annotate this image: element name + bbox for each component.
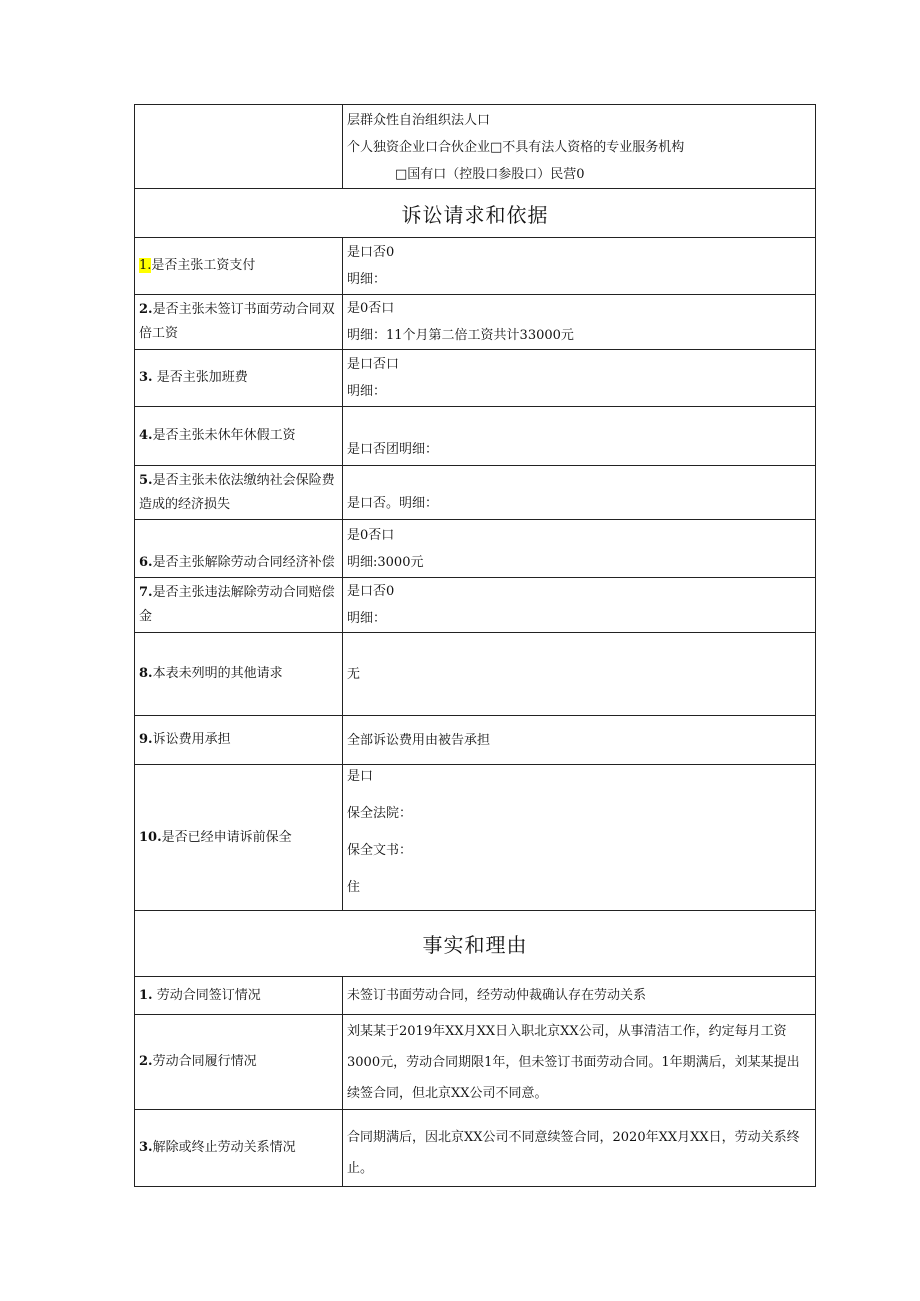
entity-type-line: 个人独资企业口合伙企业□不具有法人资格的专业服务机构 <box>347 140 685 155</box>
fact-text: 解除或终止劳动关系情况 <box>152 1140 296 1155</box>
fact-label <box>135 1110 343 1187</box>
table-row <box>135 1015 816 1110</box>
table-row <box>135 350 816 407</box>
entity-type-line: □国有口（控股口参股口）民营0 <box>395 167 585 182</box>
claim-label <box>135 466 343 520</box>
claim-number: 4. <box>139 428 153 443</box>
fact-description: 合同期满后，因北京XX公司不同意续签合同，2020年XX月XX日，劳动关系终止。 <box>347 1130 800 1176</box>
claim-value <box>343 238 816 295</box>
claim-number: 8. <box>139 666 153 681</box>
fact-label <box>135 977 343 1015</box>
empty-cell <box>135 105 343 189</box>
table-row <box>135 520 816 578</box>
fact-text: 劳动合同履行情况 <box>152 1054 257 1069</box>
fact-number: 2. <box>139 1054 153 1069</box>
fact-label <box>135 1015 343 1110</box>
claim-detail: 明细： <box>347 611 387 626</box>
claim-label <box>135 407 343 466</box>
claim-number: 5. <box>139 472 153 488</box>
claim-value <box>343 295 816 350</box>
table-row <box>135 1110 816 1187</box>
table-row <box>135 238 816 295</box>
claim-value <box>343 765 816 911</box>
claim-label <box>135 238 343 295</box>
claim-choice: 是0否口 <box>347 527 395 543</box>
table-row <box>135 295 816 350</box>
claim-label <box>135 520 343 578</box>
claim-number: 9. <box>139 732 153 747</box>
section-header-row <box>135 911 816 977</box>
claim-text: 是否已经申请诉前保全 <box>161 829 292 845</box>
claim-value <box>343 407 816 466</box>
claim-value <box>343 716 816 765</box>
claim-choice: 全部诉讼费用由被告承担 <box>347 732 491 748</box>
table-row <box>135 977 816 1015</box>
claim-value <box>343 633 816 716</box>
table-row <box>135 765 816 911</box>
claim-detail: 明细:3000元 <box>347 554 424 570</box>
claim-label <box>135 350 343 407</box>
claim-choice: 是口否。明细： <box>347 496 439 511</box>
claim-number: 3. <box>139 370 153 385</box>
claim-choice: 是口否团明细： <box>347 442 439 457</box>
fact-description: 刘某某于2019年XX月XX日入职北京XX公司，从事清洁工作，约定每月工资3000元，劳动合同期限1年，但未签订书面劳动合同。1年期满后，刘某某提出续签合同，但北京XX公司不同意。 <box>347 1023 800 1101</box>
claim-number: 1. <box>139 258 152 273</box>
claim-choice: 无 <box>347 666 361 682</box>
claim-label <box>135 633 343 716</box>
claim-text: 是否主张违法解除劳动合同赔偿金 <box>139 585 335 624</box>
claim-label <box>135 716 343 765</box>
entity-type-line: 层群众性自治组织法人口 <box>347 113 491 128</box>
claim-choice: 是0否口 <box>347 301 395 316</box>
claim-choice: 是口否0 <box>347 584 395 599</box>
claim-text: 是否主张工资支付 <box>151 258 256 273</box>
complaint-form-table <box>134 104 816 1187</box>
claim-value <box>343 466 816 520</box>
fact-text: 劳动合同签订情况 <box>156 987 261 1003</box>
claim-choice: 是口否口 <box>347 357 400 372</box>
fact-number: 1. <box>139 987 153 1003</box>
table-row <box>135 466 816 520</box>
claim-choice: 是口否0 <box>347 245 395 260</box>
fact-number: 3. <box>139 1140 153 1155</box>
claim-text: 是否主张解除劳动合同经济补偿 <box>152 555 335 570</box>
claim-value <box>343 520 816 578</box>
claim-detail: 明细：11个月第二倍工资共计33000元 <box>347 328 574 343</box>
entity-type-cell <box>343 105 816 189</box>
claim-text: 是否主张未休年休假工资 <box>152 428 296 443</box>
claim-detail: 住 <box>347 880 361 895</box>
table-row <box>135 633 816 716</box>
claim-text: 是否主张未签订书面劳动合同双倍工资 <box>139 302 335 341</box>
claim-text: 是否主张未依法缴纳社会保险费造成的经济损失 <box>139 472 335 512</box>
table-row <box>135 407 816 466</box>
section-title-claims: 诉讼请求和依据 <box>135 189 816 238</box>
claim-label <box>135 295 343 350</box>
table-row <box>135 716 816 765</box>
section-title-facts: 事实和理由 <box>135 911 816 977</box>
fact-value <box>343 1015 816 1110</box>
claim-detail: 保全法院： <box>347 806 413 821</box>
fact-value <box>343 1110 816 1187</box>
claim-detail: 明细： <box>347 384 387 399</box>
claim-number: 10. <box>139 829 162 845</box>
claim-label <box>135 765 343 911</box>
fact-value <box>343 977 816 1015</box>
claim-value <box>343 350 816 407</box>
claim-number: 6. <box>139 555 153 570</box>
claim-text: 诉讼费用承担 <box>152 732 231 747</box>
claim-text: 本表未列明的其他请求 <box>152 666 283 681</box>
claim-value <box>343 578 816 633</box>
section-header-row <box>135 189 816 238</box>
claim-choice: 是口 <box>347 769 374 784</box>
claim-number: 2. <box>139 302 153 317</box>
claim-text: 是否主张加班费 <box>156 370 248 385</box>
claim-number: 7. <box>139 585 153 600</box>
table-row <box>135 578 816 633</box>
claim-detail: 明细： <box>347 272 387 287</box>
fact-description: 未签订书面劳动合同，经劳动仲裁确认存在劳动关系 <box>347 988 647 1003</box>
claim-detail: 保全文书： <box>347 843 413 858</box>
table-row <box>135 105 816 189</box>
claim-label <box>135 578 343 633</box>
